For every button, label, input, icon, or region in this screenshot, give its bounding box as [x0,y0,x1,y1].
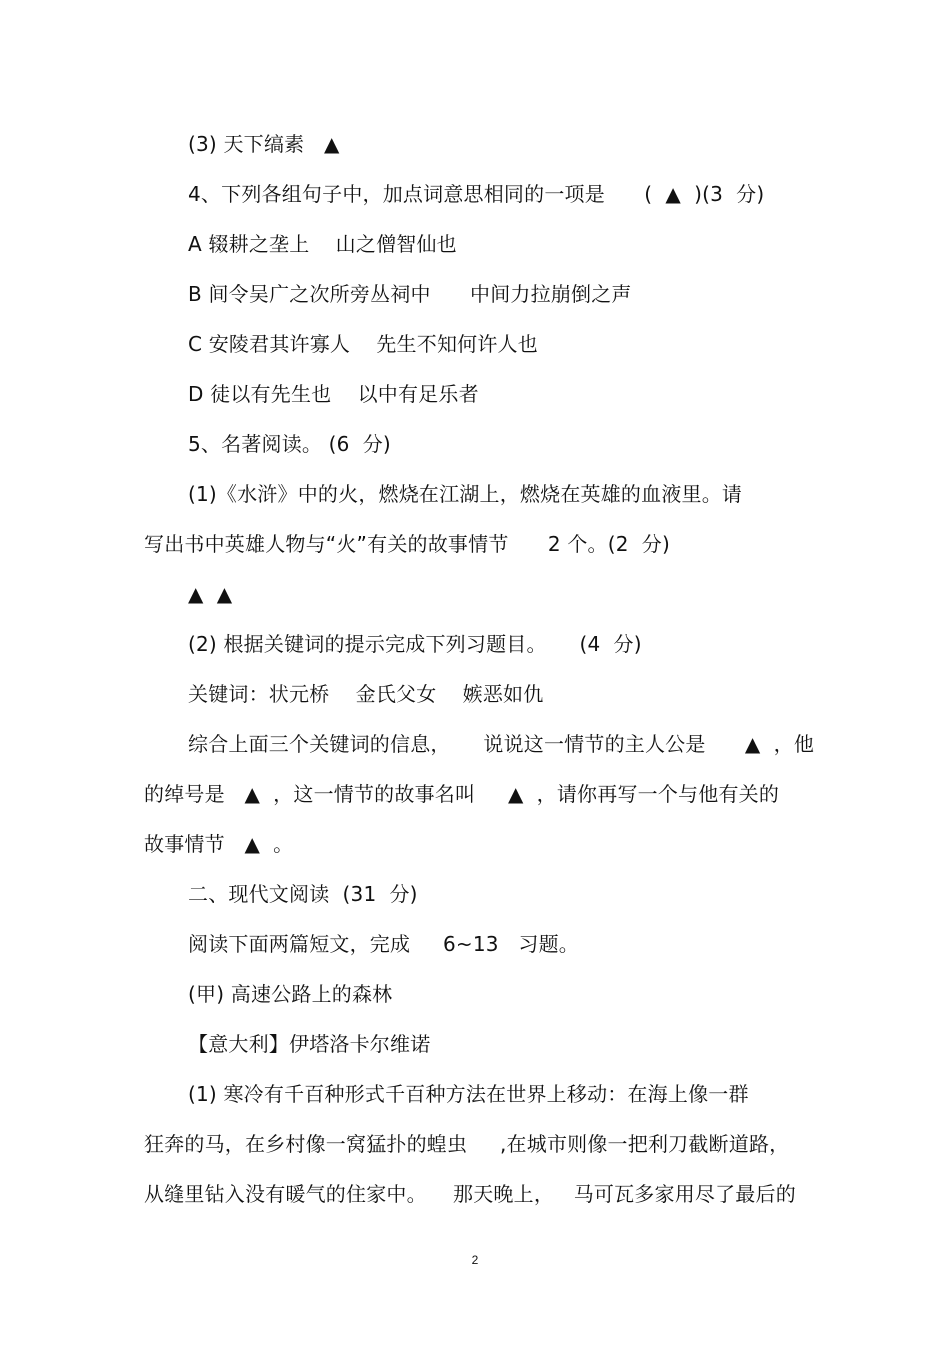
text-line: 的绰号是 ▲ ，这一情节的故事名叫 ▲ ，请你再写一个与他有关的 [144,782,780,806]
option-b: B 间令吴广之次所旁丛祠中 中间力拉崩倒之声 [188,282,632,306]
text-line: (2) 根据关键词的提示完成下列习题目。 (4 分) [188,632,642,656]
text-line: 阅读下面两篇短文，完成 6~13 习题。 [188,932,579,956]
page-number: 2 [471,1253,479,1267]
option-a: A 辍耕之垄上 山之僧智仙也 [188,232,457,256]
text-line: 故事情节 ▲ 。 [144,832,294,856]
option-d: D 徒以有先生也 以中有足乐者 [188,382,479,406]
text-line: (3) 天下缟素 ▲ [188,132,340,156]
option-c: C 安陵君其许寡人 先生不知何许人也 [188,332,538,356]
paragraph-line: (1) 寒冷有千百种形式千百种方法在世界上移动：在海上像一群 [188,1082,749,1106]
passage-title: (甲) 高速公路上的森林 [188,982,393,1006]
question-5: 5、名著阅读。 (6 分) [188,432,391,456]
paragraph-line: 狂奔的马，在乡村像一窝猛扑的蝗虫 ,在城市则像一把利刀截断道路， [144,1132,790,1156]
text-line: 写出书中英雄人物与“火”有关的故事情节 2 个。(2 分) [144,532,670,556]
paragraph-line: 从缝里钻入没有暖气的住家中。 那天晚上， 马可瓦多家用尽了最后的 [144,1182,796,1206]
section-heading: 二、现代文阅读 (31 分) [188,882,418,906]
passage-author: 【意大利】伊塔洛卡尔维诺 [188,1032,431,1056]
text-line: (1)《水浒》中的火，燃烧在江湖上，燃烧在英雄的血液里。请 [188,482,743,506]
question-4: 4、下列各组句子中，加点词意思相同的一项是 ( ▲ )(3 分) [188,182,765,206]
text-line: 综合上面三个关键词的信息， 说说这一情节的主人公是 ▲ ，他 [188,732,815,756]
answer-blanks: ▲ ▲ [188,582,233,606]
keywords-line: 关键词：状元桥 金氏父女 嫉恶如仇 [188,682,544,706]
